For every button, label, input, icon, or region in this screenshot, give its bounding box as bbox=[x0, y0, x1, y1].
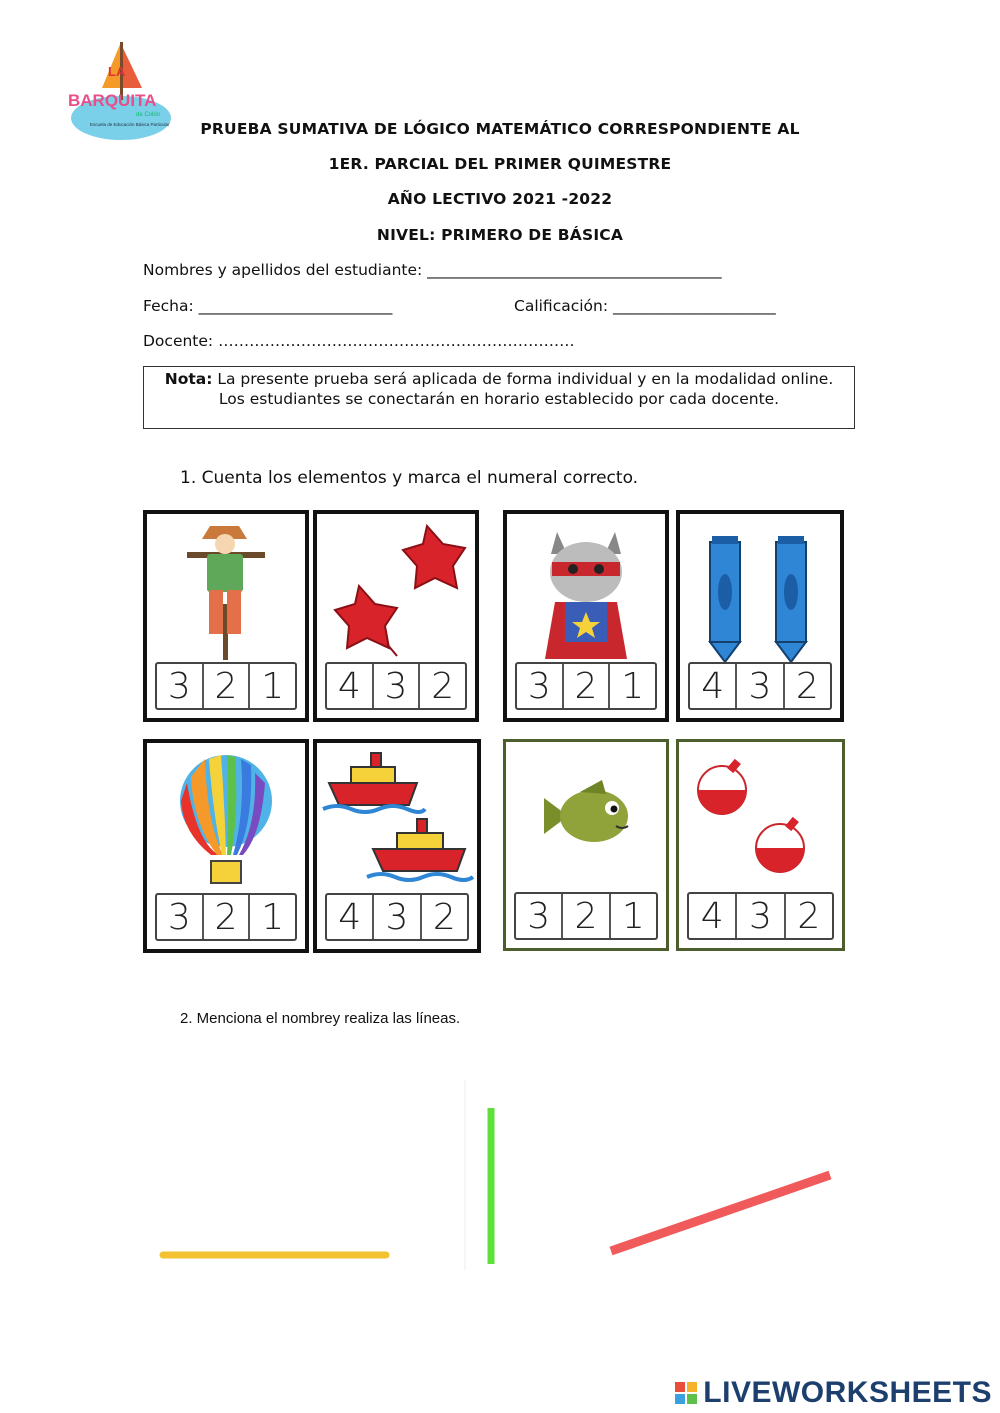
question-1: 1. Cuenta los elementos y marca el numeral correcto. bbox=[180, 468, 639, 488]
diagonal-line bbox=[611, 1175, 830, 1251]
title-line-3: AÑO LECTIVO 2021 -2022 bbox=[387, 190, 613, 208]
svg-text:Escuela de Educación Básica Pa: Escuela de Educación Básica Particular bbox=[90, 122, 170, 127]
note-label: Nota: bbox=[164, 370, 213, 388]
counting-card bbox=[503, 739, 669, 951]
svg-text:LA: LA bbox=[108, 64, 126, 79]
number-option[interactable]: 2 bbox=[204, 664, 251, 708]
counting-card bbox=[676, 739, 845, 951]
fish-icon bbox=[506, 742, 666, 892]
counting-card bbox=[676, 510, 844, 722]
number-options bbox=[515, 662, 657, 710]
counting-card bbox=[313, 510, 479, 722]
number-options bbox=[155, 662, 297, 710]
scarecrow-icon bbox=[147, 514, 305, 664]
watermark-text: LIVEWORKSHEETS bbox=[703, 1376, 992, 1409]
number-option[interactable]: 2 bbox=[795, 665, 819, 707]
number-option[interactable]: 4 bbox=[327, 664, 374, 708]
counting-card bbox=[143, 739, 309, 953]
number-option[interactable]: 3 bbox=[517, 664, 564, 708]
number-option[interactable]: 3 bbox=[516, 894, 563, 938]
number-option[interactable]: 2 bbox=[563, 894, 610, 938]
number-option[interactable]: 3 bbox=[157, 895, 204, 939]
line-examples bbox=[0, 1080, 1000, 1280]
number-option[interactable]: 3 bbox=[157, 664, 204, 708]
number-option[interactable]: 2 bbox=[564, 664, 611, 708]
svg-text:BARQUITA: BARQUITA bbox=[68, 91, 157, 110]
title-line-1: PRUEBA SUMATIVA DE LÓGICO MATEMÁTICO CORRESPONDIENTE AL bbox=[200, 120, 800, 138]
note-box bbox=[143, 366, 855, 429]
number-option[interactable]: 2 bbox=[797, 895, 821, 937]
number-option[interactable]: 2 bbox=[431, 665, 455, 707]
number-options bbox=[688, 662, 832, 710]
question-2: 2. Menciona el nombrey realiza las líneas. bbox=[180, 1010, 461, 1027]
number-option[interactable]: 1 bbox=[261, 665, 285, 707]
liveworksheets-logo-icon bbox=[675, 1382, 697, 1404]
number-options bbox=[514, 892, 658, 940]
number-option[interactable]: 1 bbox=[621, 665, 645, 707]
teacher-field[interactable]: Docente: …………………………………………………………… bbox=[143, 332, 575, 350]
number-option[interactable]: 1 bbox=[621, 895, 645, 937]
liveworksheets-watermark bbox=[675, 1376, 992, 1410]
grade-field[interactable]: Calificación: _____________________ bbox=[514, 297, 776, 315]
number-options bbox=[155, 893, 297, 941]
title-line-2: 1ER. PARCIAL DEL PRIMER QUIMESTRE bbox=[328, 155, 672, 173]
blue-crayons-icon bbox=[680, 514, 840, 664]
title-line-4: NIVEL: PRIMERO DE BÁSICA bbox=[376, 226, 624, 244]
number-option[interactable]: 4 bbox=[327, 895, 374, 939]
date-field[interactable]: Fecha: _________________________ bbox=[143, 297, 393, 315]
hot-air-balloon-icon bbox=[147, 743, 305, 893]
number-option[interactable]: 2 bbox=[432, 896, 456, 938]
number-option[interactable]: 3 bbox=[374, 664, 421, 708]
boats-icon bbox=[317, 743, 477, 893]
red-leaves-icon bbox=[317, 514, 475, 664]
counting-card bbox=[503, 510, 669, 722]
number-option[interactable]: 2 bbox=[204, 895, 251, 939]
note-text: La presente prueba será aplicada de forma individual y en la modalidad online. Los estudiantes se conectarán en horario establecido por cada docente. bbox=[212, 370, 834, 408]
number-option[interactable]: 4 bbox=[689, 894, 737, 938]
number-options bbox=[325, 893, 469, 941]
number-option[interactable]: 3 bbox=[737, 664, 784, 708]
counting-card bbox=[143, 510, 309, 722]
number-option[interactable]: 4 bbox=[690, 664, 737, 708]
raccoon-hero-icon bbox=[507, 514, 665, 664]
number-options bbox=[325, 662, 467, 710]
number-option[interactable]: 1 bbox=[261, 896, 285, 938]
student-name-field[interactable]: Nombres y apellidos del estudiante: ______________________________________ bbox=[143, 261, 722, 279]
svg-text:de Colón: de Colón bbox=[136, 112, 161, 118]
number-option[interactable]: 3 bbox=[737, 894, 785, 938]
counting-card bbox=[313, 739, 481, 953]
number-options bbox=[687, 892, 834, 940]
number-option[interactable]: 3 bbox=[374, 895, 421, 939]
fishing-bobbers-icon bbox=[679, 742, 842, 892]
